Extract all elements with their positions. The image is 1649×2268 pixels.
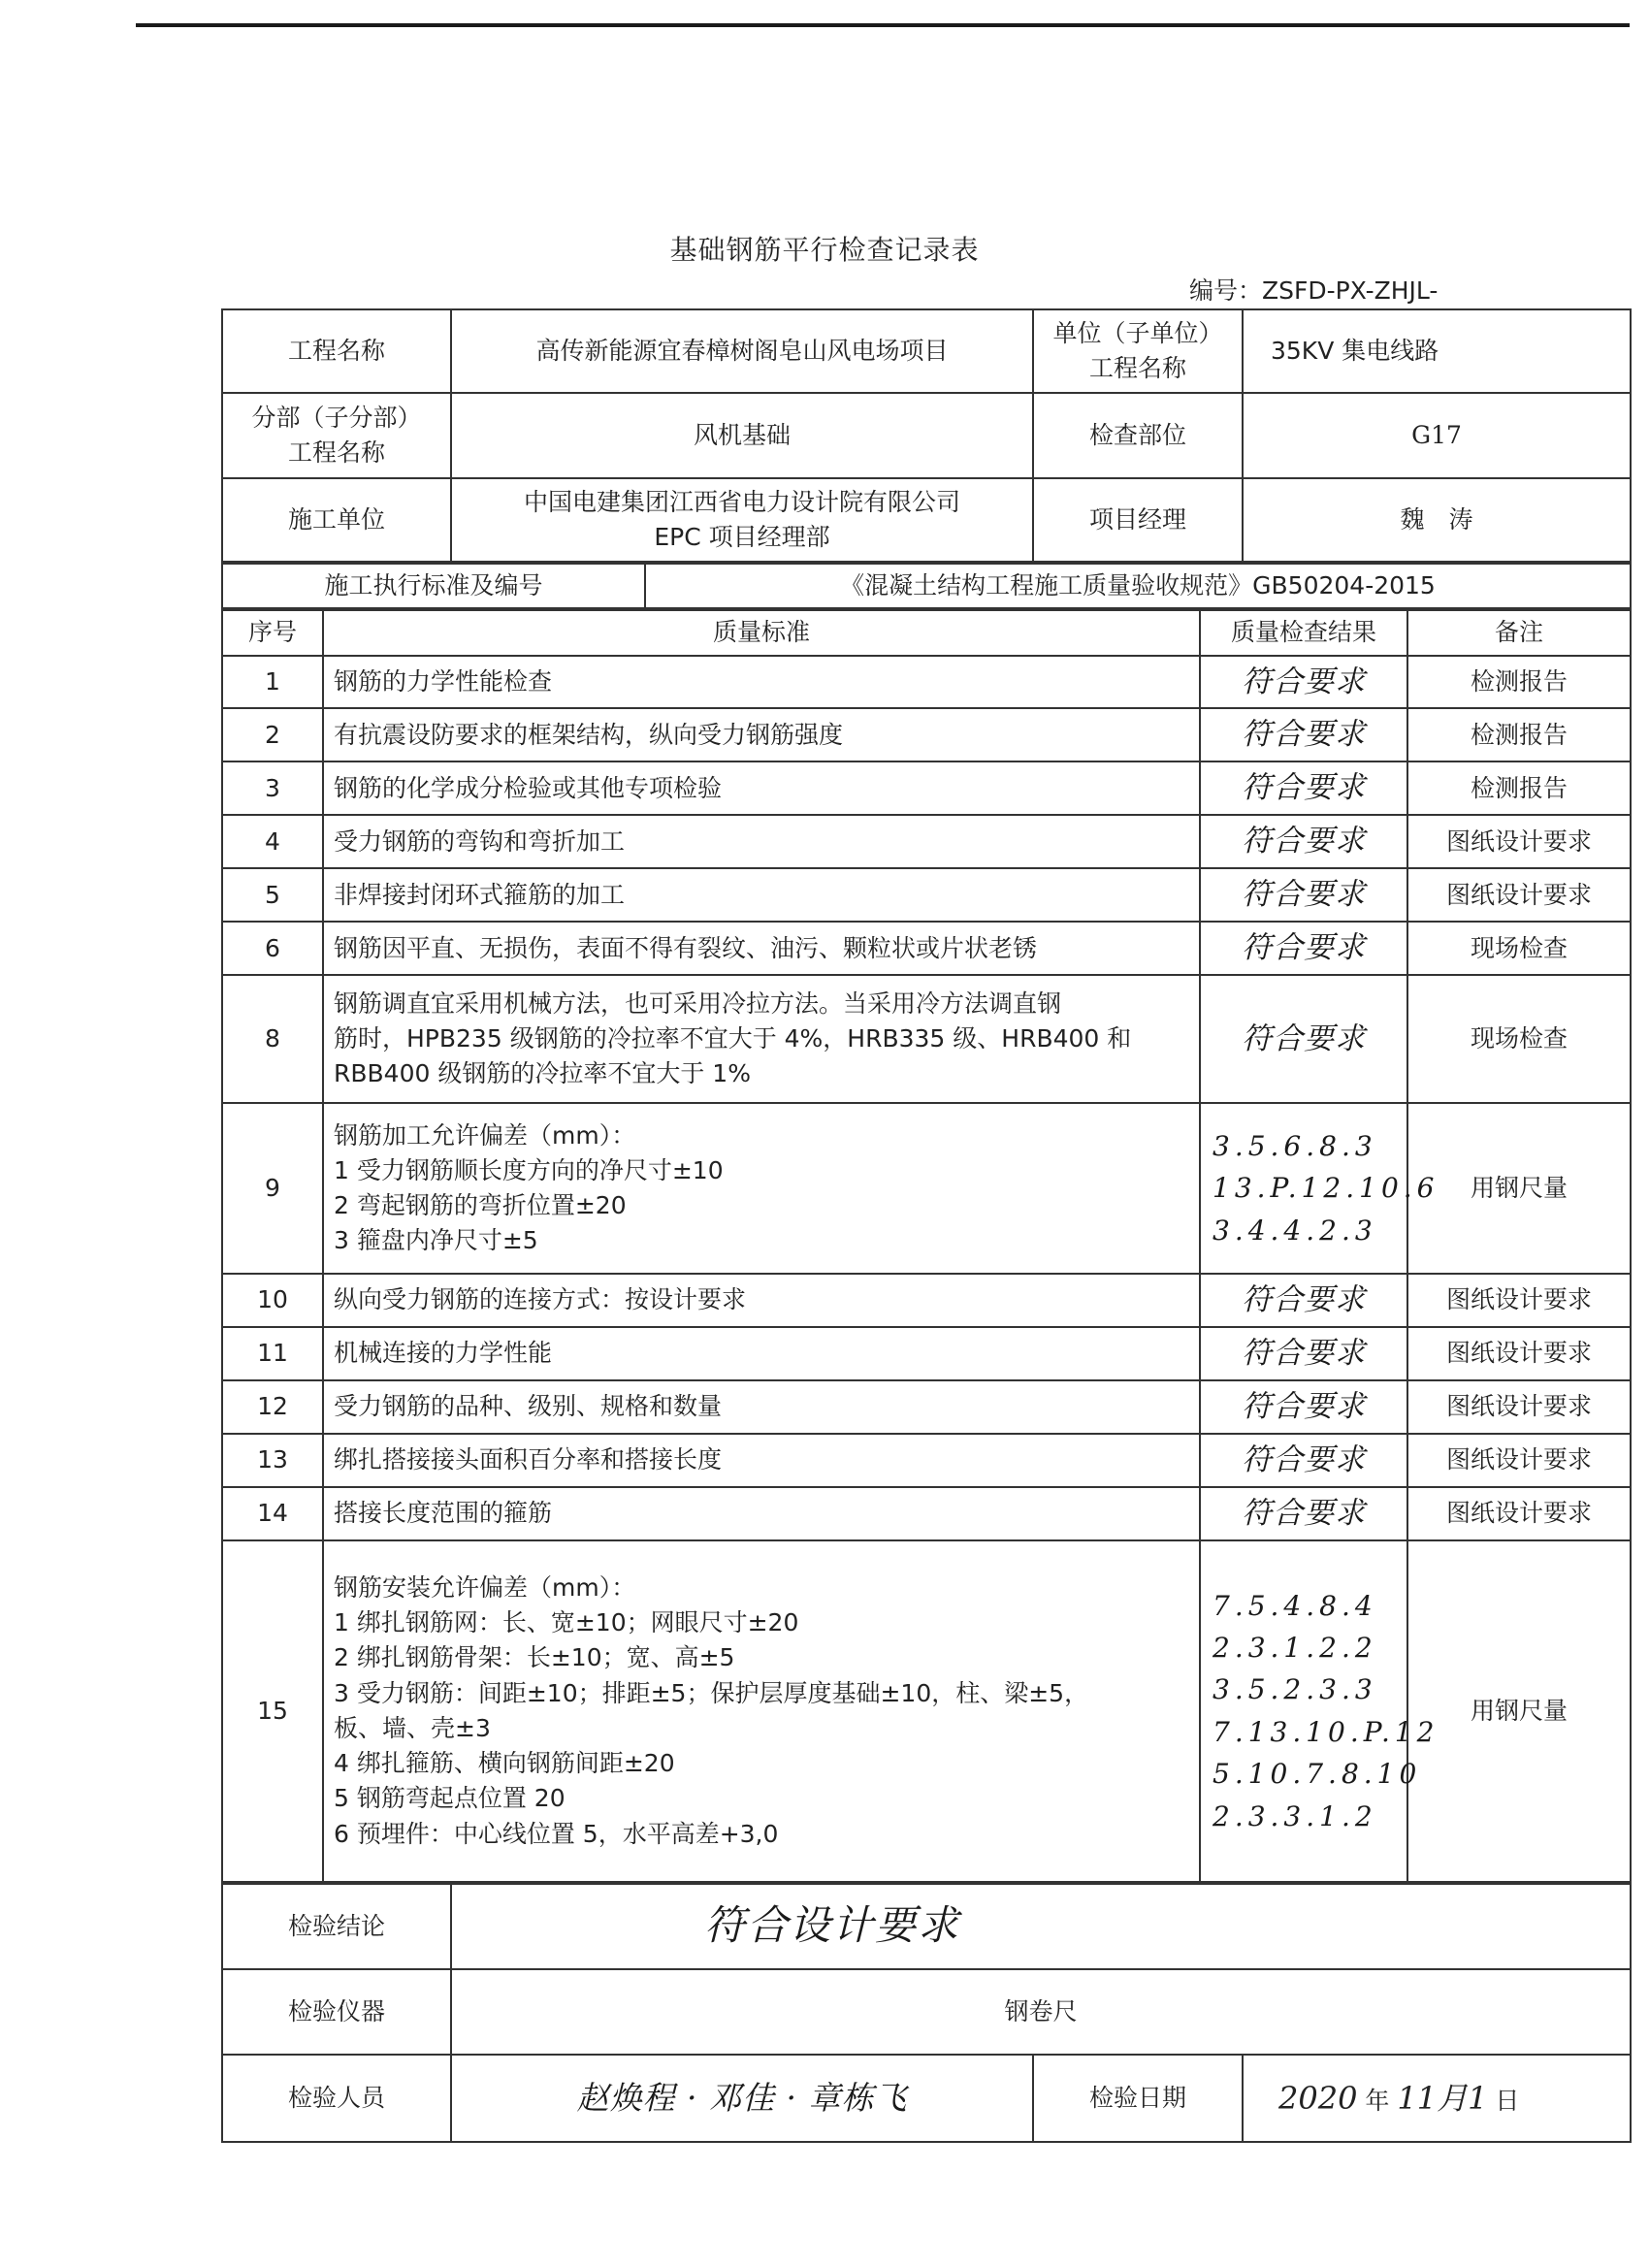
subpart-label-line-1: 分部（子分部） [251,403,422,432]
table-row [222,1540,1631,1882]
personnel-row [222,2055,1631,2142]
row-number: 15 [222,1540,323,1882]
inspection-record-form [221,308,1630,2143]
row-number: 5 [222,868,323,922]
row-number: 6 [222,922,323,975]
quality-standard-text [323,1540,1200,1882]
quality-standard-line: 6 预埋件：中心线位置 5，水平高差+3,0 [334,1819,779,1848]
row-number: 9 [222,1103,323,1274]
instrument-label: 检验仪器 [222,1969,451,2055]
quality-standard-line: 钢筋加工允许偏差（mm）： [334,1120,636,1150]
measurement-line: 5.10.7.8.10 [1212,1758,1422,1791]
remark-text: 检测报告 [1407,708,1631,761]
check-result-measurements [1200,1103,1439,1274]
row-number: 8 [222,975,323,1103]
check-result-handwritten: 符合要求 [1200,975,1407,1103]
date-label: 检验日期 [1033,2055,1243,2142]
remark-text: 图纸设计要求 [1407,1274,1631,1327]
quality-standard-line: 筋时，HPB235 级钢筋的冷拉率不宜大于 4%，HRB335 级、HRB400 和 [334,1024,1132,1053]
measurement-line: 3.4.4.2.3 [1212,1214,1377,1247]
remark-text: 用钢尺量 [1407,1540,1631,1882]
unit-project-label [1033,309,1243,393]
quality-standard-line: 2 弯起钢筋的弯折位置±20 [334,1191,627,1220]
remark-text: 检测报告 [1407,761,1631,815]
remark-text: 图纸设计要求 [1407,1327,1631,1380]
header-row-project [222,309,1631,393]
project-name-label: 工程名称 [222,309,451,393]
quality-standard-text: 受力钢筋的弯钩和弯折加工 [323,815,1200,868]
quality-standard-text: 机械连接的力学性能 [323,1327,1200,1380]
row-number: 3 [222,761,323,815]
row-number: 13 [222,1434,323,1487]
unit-project-value: 35KV 集电线路 [1243,309,1631,393]
row-number: 10 [222,1274,323,1327]
project-name-value: 高传新能源宜春樟树阁皂山风电场项目 [451,309,1033,393]
remark-text: 检测报告 [1407,656,1631,709]
check-result-handwritten: 符合要求 [1200,1434,1407,1487]
form-title: 基础钢筋平行检查记录表 [669,234,980,266]
remark-text: 图纸设计要求 [1407,815,1631,868]
quality-standard-line: 钢筋安装允许偏差（mm）： [334,1572,636,1602]
table-row [222,975,1631,1103]
table-row [222,1487,1631,1540]
contractor-value [451,478,1033,562]
personnel-signatures: 赵焕程 · 邓佳 · 章栋飞 [451,2055,1033,2142]
check-result-handwritten: 符合要求 [1200,922,1407,975]
quality-standard-text: 搭接长度范围的箍筋 [323,1487,1200,1540]
scan-top-edge-line [136,23,1630,27]
table-header-row [222,610,1631,655]
quality-standard-line: 3 受力钢筋：间距±10；排距±5；保护层厚度基础±10，柱、梁±5， [334,1678,1089,1707]
check-result-handwritten: 符合要求 [1200,1487,1407,1540]
check-result-handwritten: 符合要求 [1200,868,1407,922]
standard-row [222,564,1631,608]
remark-text: 现场检查 [1407,975,1631,1103]
quality-standard-text [323,1103,1200,1274]
row-number: 4 [222,815,323,868]
date-year-unit: 年 [1365,2086,1390,2115]
quality-standard-text: 钢筋的力学性能检查 [323,656,1200,709]
quality-standard-text: 有抗震设防要求的框架结构，纵向受力钢筋强度 [323,708,1200,761]
quality-standard-text: 非焊接封闭环式箍筋的加工 [323,868,1200,922]
remark-text: 用钢尺量 [1407,1103,1631,1274]
table-row [222,868,1631,922]
header-row-contractor [222,478,1631,562]
quality-standard-line: 5 钢筋弯起点位置 20 [334,1784,566,1813]
row-number: 2 [222,708,323,761]
col-header-standard: 质量标准 [323,610,1200,655]
unit-project-label-line-2: 工程名称 [1088,354,1186,382]
col-header-no: 序号 [222,610,323,655]
table-row [222,1327,1631,1380]
inspect-part-value: G17 [1243,393,1631,478]
quality-standard-text: 钢筋因平直、无损伤，表面不得有裂纹、油污、颗粒状或片状老锈 [323,922,1200,975]
instrument-value: 钢卷尺 [451,1969,1631,2055]
table-row [222,656,1631,709]
date-month-day: 11月1 [1397,2079,1488,2117]
row-number: 11 [222,1327,323,1380]
check-result-handwritten: 符合要求 [1200,815,1407,868]
remark-text: 图纸设计要求 [1407,1434,1631,1487]
subpart-label-line-2: 工程名称 [287,438,385,467]
quality-standard-text [323,975,1200,1103]
col-header-remark: 备注 [1407,610,1631,655]
quality-standard-text: 受力钢筋的品种、级别、规格和数量 [323,1380,1200,1434]
quality-check-table [221,609,1632,1883]
personnel-label: 检验人员 [222,2055,451,2142]
date-year: 2020 [1278,2079,1358,2117]
contractor-value-line-2: EPC 项目经理部 [654,523,830,551]
table-row [222,761,1631,815]
table-row [222,1103,1631,1274]
check-result-handwritten: 符合要求 [1200,656,1407,709]
contractor-label: 施工单位 [222,478,451,562]
quality-standard-text: 纵向受力钢筋的连接方式：按设计要求 [323,1274,1200,1327]
check-result-handwritten: 符合要求 [1200,761,1407,815]
measurement-line: 7.13.10.P.12 [1212,1715,1439,1748]
quality-standard-text: 绑扎搭接接头面积百分率和搭接长度 [323,1434,1200,1487]
conclusion-row [222,1884,1631,1969]
quality-standard-text: 钢筋的化学成分检验或其他专项检验 [323,761,1200,815]
measurement-line: 3.5.6.8.3 [1212,1130,1377,1163]
check-result-handwritten: 符合要求 [1200,1327,1407,1380]
measurement-line: 2.3.1.2.2 [1212,1632,1377,1665]
remark-text: 图纸设计要求 [1407,1380,1631,1434]
standard-table [221,563,1632,609]
instrument-row [222,1969,1631,2055]
conclusion-label: 检验结论 [222,1884,451,1969]
date-day-unit: 日 [1495,2086,1520,2115]
row-number: 14 [222,1487,323,1540]
row-number: 12 [222,1380,323,1434]
footer-table [221,1883,1632,2143]
date-value [1243,2055,1631,2142]
quality-standard-line: 3 箍盘内净尺寸±5 [334,1226,538,1255]
project-manager-label: 项目经理 [1033,478,1243,562]
inspect-part-label: 检查部位 [1033,393,1243,478]
project-manager-value: 魏 涛 [1243,478,1631,562]
check-result-handwritten: 符合要求 [1200,1380,1407,1434]
measurement-line: 3.5.2.3.3 [1212,1673,1377,1706]
header-row-subpart [222,393,1631,478]
row-number: 1 [222,656,323,709]
table-row [222,815,1631,868]
check-result-handwritten: 符合要求 [1200,708,1407,761]
quality-standard-line: RBB400 级钢筋的冷拉率不宜大于 1% [334,1059,751,1088]
table-row [222,1274,1631,1327]
measurement-line: 13.P.12.10.6 [1212,1172,1439,1205]
check-result-handwritten: 符合要求 [1200,1274,1407,1327]
check-result-measurements [1200,1540,1439,1882]
table-row [222,1380,1631,1434]
subpart-value: 风机基础 [451,393,1033,478]
contractor-value-line-1: 中国电建集团江西省电力设计院有限公司 [523,487,960,516]
quality-standard-line: 钢筋调直宜采用机械方法，也可采用冷拉方法。当采用冷方法调直钢 [334,988,1062,1018]
quality-standard-line: 板、墙、壳±3 [334,1713,491,1742]
table-row [222,1434,1631,1487]
quality-standard-line: 4 绑扎箍筋、横向钢筋间距±20 [334,1749,675,1778]
header-table [221,308,1632,563]
measurement-line: 2.3.3.1.2 [1212,1799,1377,1832]
measurement-line: 7.5.4.8.4 [1212,1589,1377,1622]
quality-standard-line: 2 绑扎钢筋骨架：长±10；宽、高±5 [334,1643,735,1672]
remark-text: 图纸设计要求 [1407,1487,1631,1540]
quality-standard-line: 1 受力钢筋顺长度方向的净尺寸±10 [334,1155,724,1184]
col-header-result: 质量检查结果 [1200,610,1407,655]
form-code: 编号：ZSFD-PX-ZHJL- [1189,276,1439,305]
unit-project-label-line-1: 单位（子单位） [1052,318,1223,347]
standard-value: 《混凝土结构工程施工质量验收规范》GB50204-2015 [645,564,1631,608]
table-row [222,922,1631,975]
quality-check-rows [222,610,1631,1882]
remark-text: 现场检查 [1407,922,1631,975]
conclusion-value: 符合设计要求 [451,1884,1631,1969]
table-row [222,708,1631,761]
remark-text: 图纸设计要求 [1407,868,1631,922]
standard-label: 施工执行标准及编号 [222,564,645,608]
quality-standard-line: 1 绑扎钢筋网：长、宽±10；网眼尺寸±20 [334,1608,799,1637]
subpart-label [222,393,451,478]
